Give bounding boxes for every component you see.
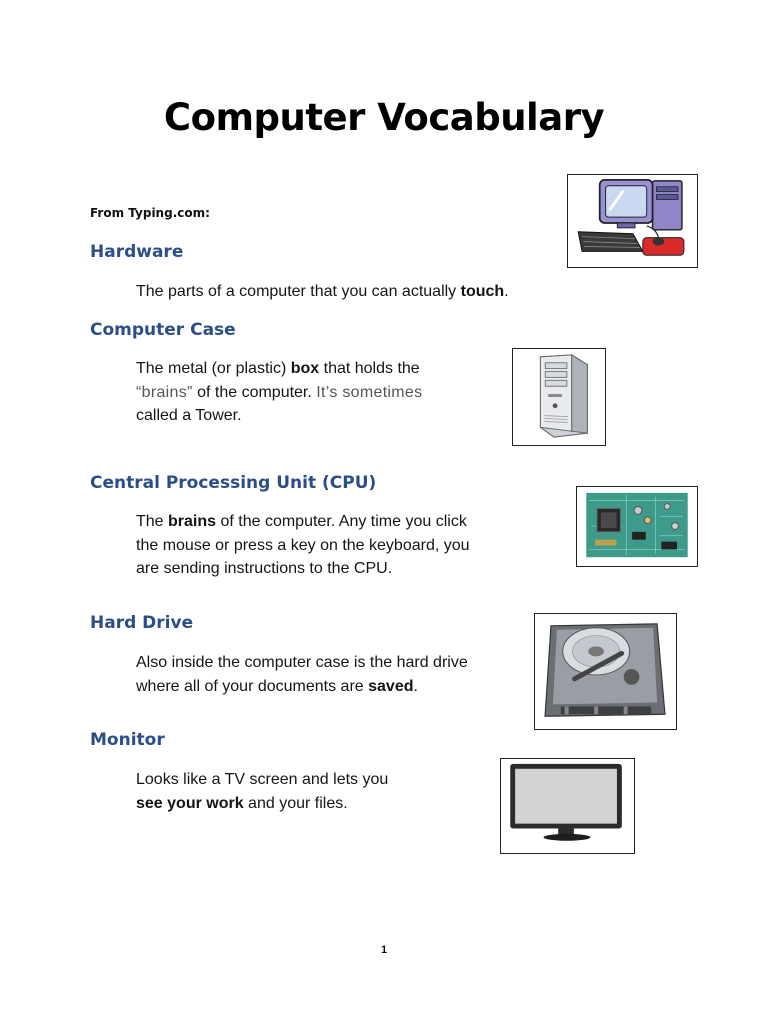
heading-cpu: Central Processing Unit (CPU) bbox=[90, 473, 377, 493]
monitor-image bbox=[500, 758, 635, 854]
desktop-computer-icon bbox=[568, 175, 697, 267]
monitor-icon bbox=[501, 759, 634, 853]
text-run: where all of your documents are bbox=[136, 677, 369, 695]
text-run: the mouse or press a key on the keyboard, you bbox=[136, 536, 470, 554]
computer-tower-icon bbox=[513, 349, 605, 445]
hard-drive-image bbox=[534, 613, 677, 730]
text-run: are sending instructions to the CPU. bbox=[136, 560, 393, 577]
text-run: that holds the bbox=[319, 360, 420, 377]
text-run: Also inside the computer case is the hard drive bbox=[136, 654, 468, 671]
computer-case-definition bbox=[136, 357, 422, 428]
source-label: From Typing.com: bbox=[90, 206, 210, 220]
text-line bbox=[136, 510, 470, 534]
heading-hardware: Hardware bbox=[90, 242, 184, 262]
text-run: “brains” bbox=[136, 383, 193, 401]
cpu-definition bbox=[136, 510, 470, 581]
desktop-computer-image bbox=[567, 174, 698, 268]
text-line bbox=[136, 381, 422, 405]
hard-drive-icon bbox=[535, 614, 676, 729]
text-line bbox=[136, 675, 468, 699]
circuit-board-icon bbox=[577, 487, 697, 566]
bold-term: box bbox=[290, 360, 320, 377]
text-line bbox=[136, 557, 470, 581]
hard-drive-definition bbox=[136, 651, 468, 698]
bold-term: brains bbox=[168, 513, 217, 530]
text-line bbox=[136, 534, 470, 558]
text-line bbox=[136, 404, 422, 428]
text-run: and your files. bbox=[243, 794, 348, 812]
bold-term: see your work bbox=[136, 794, 244, 812]
text-run: of the computer. Any time you click bbox=[216, 513, 467, 530]
page-number: 1 bbox=[380, 944, 388, 956]
computer-tower-image bbox=[512, 348, 606, 446]
page-title: Computer Vocabulary bbox=[163, 96, 605, 139]
text-run: The parts of a computer that you can actually bbox=[136, 283, 461, 300]
bold-term: touch bbox=[460, 283, 505, 300]
text-run: . bbox=[413, 677, 418, 695]
text-run: The metal (or plastic) bbox=[136, 360, 291, 377]
hardware-definition bbox=[136, 280, 509, 304]
text-run: Looks like a TV screen and lets you bbox=[136, 771, 389, 788]
text-run: It’s sometimes bbox=[316, 383, 423, 401]
bold-term: saved bbox=[368, 677, 414, 695]
heading-computer-case: Computer Case bbox=[90, 320, 236, 340]
text-line bbox=[136, 768, 388, 792]
monitor-definition bbox=[136, 768, 388, 815]
text-line bbox=[136, 651, 468, 675]
text-run: called a Tower. bbox=[136, 407, 242, 424]
text-line bbox=[136, 792, 388, 816]
heading-hard-drive: Hard Drive bbox=[90, 613, 194, 633]
text-run: of the computer. bbox=[192, 383, 317, 401]
text-line bbox=[136, 357, 422, 381]
text-run: . bbox=[504, 283, 509, 300]
circuit-board-image bbox=[576, 486, 698, 567]
text-run: The bbox=[136, 513, 169, 530]
heading-monitor: Monitor bbox=[90, 730, 165, 750]
